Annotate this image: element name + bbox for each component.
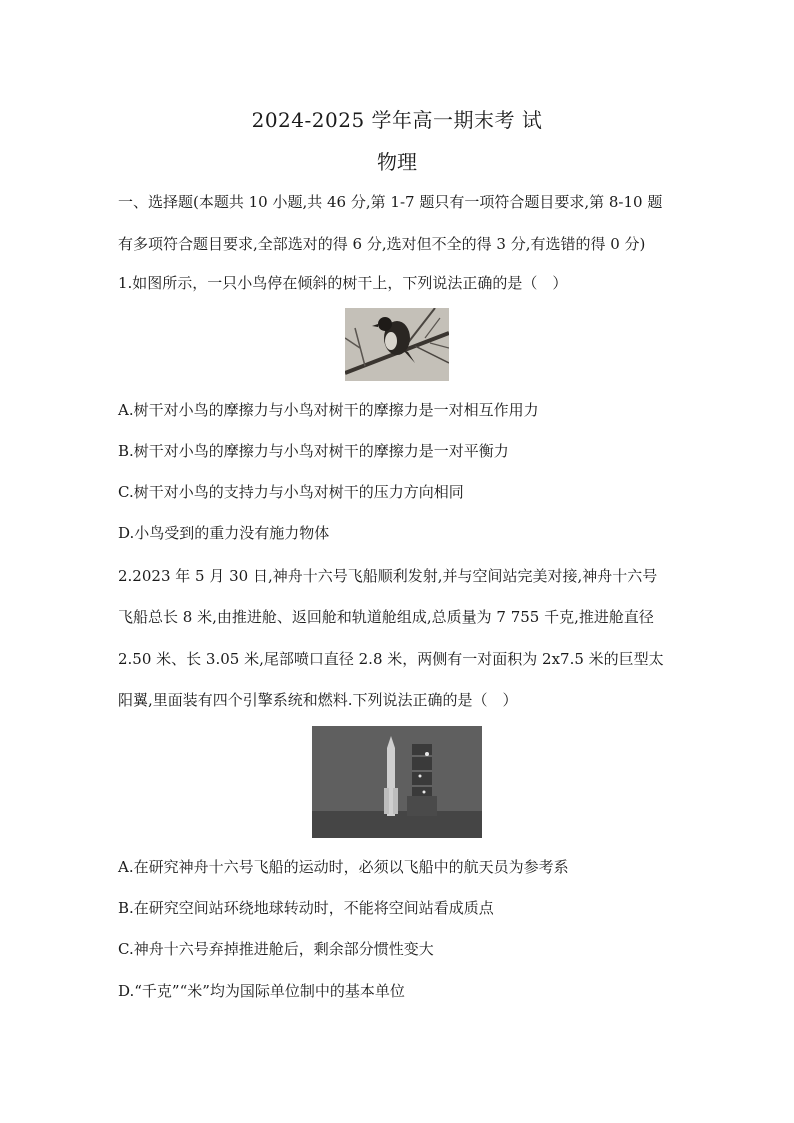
bird-on-branch-photo (345, 308, 449, 381)
question-1-option-c: C.树干对小鸟的支持力与小鸟对树干的压力方向相同 (118, 483, 464, 501)
section-instruction-line-2: 有多项符合题目要求,全部选对的得 6 分,选对但不全的得 3 分,有选错的得 0 分) (118, 235, 646, 253)
bird-photo-graphic (345, 308, 449, 381)
question-1-option-d: D.小鸟受到的重力没有施力物体 (118, 524, 330, 542)
question-2-stem-line-1: 2.2023 年 5 月 30 日,神舟十六号飞船顺利发射,并与空间站完美对接,神舟十六号 (118, 567, 658, 585)
question-2-stem-line-3: 2.50 米、长 3.05 米,尾部喷口直径 2.8 米，两侧有一对面积为 2x7.5 米的巨型太 (118, 650, 664, 668)
question-1-option-a: A.树干对小鸟的摩擦力与小鸟对树干的摩擦力是一对相互作用力 (118, 401, 539, 419)
question-1-option-b: B.树干对小鸟的摩擦力与小鸟对树干的摩擦力是一对平衡力 (118, 442, 509, 460)
question-2-stem-line-2: 飞船总长 8 米,由推进舱、返回舱和轨道舱组成,总质量为 7 755 千克,推进舱直径 (118, 608, 654, 626)
subject-title: 物理 (377, 150, 417, 174)
question-2-option-a: A.在研究神舟十六号飞船的运动时，必须以飞船中的航天员为参考系 (118, 858, 569, 876)
question-2-option-b: B.在研究空间站环绕地球转动时，不能将空间站看成质点 (118, 899, 494, 917)
question-2-stem-line-4: 阳翼,里面装有四个引擎系统和燃料.下列说法正确的是（ ） (118, 691, 518, 709)
exam-title: 2024-2025 学年高一期末考 试 (251, 108, 543, 132)
question-2-option-c: C.神舟十六号弃掉推进舱后，剩余部分惯性变大 (118, 940, 434, 958)
rocket-photo-graphic (312, 726, 482, 838)
rocket-launch-photo (312, 726, 482, 838)
section-instruction-line-1: 一、选择题(本题共 10 小题,共 46 分,第 1-7 题只有一项符合题目要求,第 8-10 题 (118, 193, 663, 211)
question-1-stem: 1.如图所示，一只小鸟停在倾斜的树干上，下列说法正确的是（ ） (118, 274, 568, 292)
question-2-option-d: D.“千克”“米”均为国际单位制中的基本单位 (118, 982, 405, 1000)
